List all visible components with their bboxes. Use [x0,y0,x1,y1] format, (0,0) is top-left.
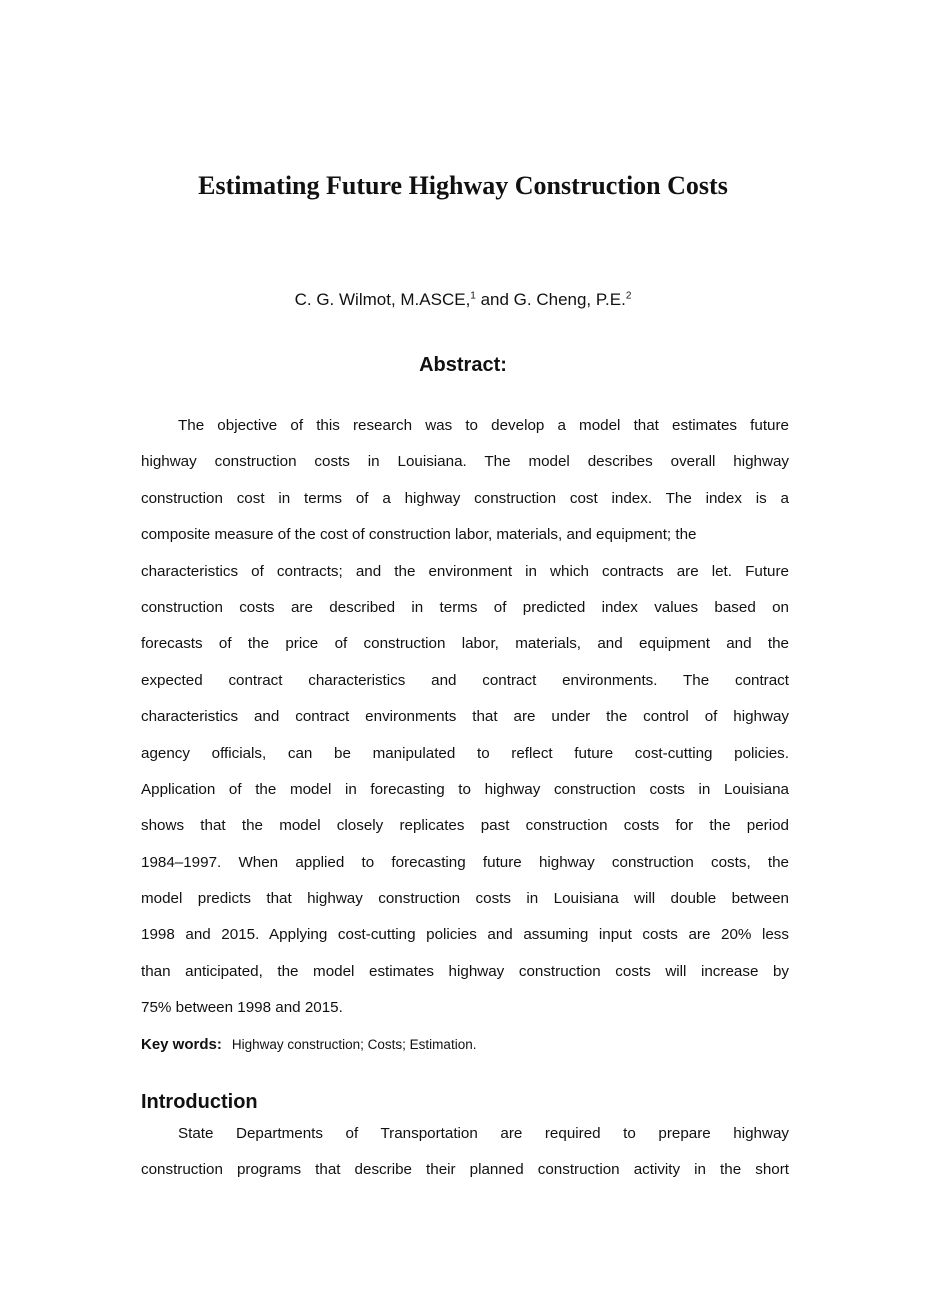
abstract-line: shows that the model closely replicates past construction costs for the period [141,817,789,835]
abstract-body [141,408,789,1027]
abstract-line: highway construction costs in Louisiana. The model describes overall highway [141,453,789,471]
abstract-line: 75% between 1998 and 2015. [141,999,343,1017]
introduction-line: construction programs that describe their planned construction activity in the short [141,1161,789,1179]
abstract-line: model predicts that highway construction costs in Louisiana will double between [141,890,789,908]
author-line [0,286,926,314]
abstract-line: 1984–1997. When applied to forecasting future highway construction costs, the [141,853,789,871]
abstract-line: The objective of this research was to develop a model that estimates future [178,417,789,434]
keywords-label: Key words: [141,1036,222,1053]
abstract-line: construction cost in terms of a highway construction cost index. The index is a [141,489,789,507]
introduction-line: State Departments of Transportation are required to prepare highway [178,1125,789,1142]
abstract-line: composite measure of the cost of construction labor, materials, and equipment; the [141,526,697,544]
abstract-line: characteristics of contracts; and the environment in which contracts are let. Future [141,562,789,580]
abstract-heading: Abstract: [419,354,507,376]
keywords-text: Highway construction; Costs; Estimation. [231,1037,477,1052]
abstract-line: than anticipated, the model estimates highway construction costs will increase by [141,962,789,980]
abstract-line: Application of the model in forecasting to highway construction costs in Louisiana [141,780,789,798]
abstract-line: 1998 and 2015. Applying cost-cutting policies and assuming input costs are 20% less [141,926,789,944]
author-2-affiliation-mark: 2 [625,290,632,302]
abstract-line: characteristics and contract environments that are under the control of highway [141,708,789,726]
introduction-heading: Introduction [141,1091,258,1113]
abstract-line: expected contract characteristics and contract environments. The contract [141,671,789,689]
abstract-line: forecasts of the price of construction labor, materials, and equipment and the [141,635,789,653]
author-2: and G. Cheng, P.E. [475,290,626,309]
author-1: C. G. Wilmot, M.ASCE, [294,290,471,309]
paper-title: Estimating Future Highway Construction Costs [198,171,728,200]
abstract-line: agency officials, can be manipulated to reflect future cost-cutting policies. [141,744,789,762]
keywords [141,1031,476,1059]
introduction-body [141,1116,789,1189]
author-1-affiliation-mark: 1 [470,290,476,302]
abstract-line: construction costs are described in terms of predicted index values based on [141,598,789,616]
